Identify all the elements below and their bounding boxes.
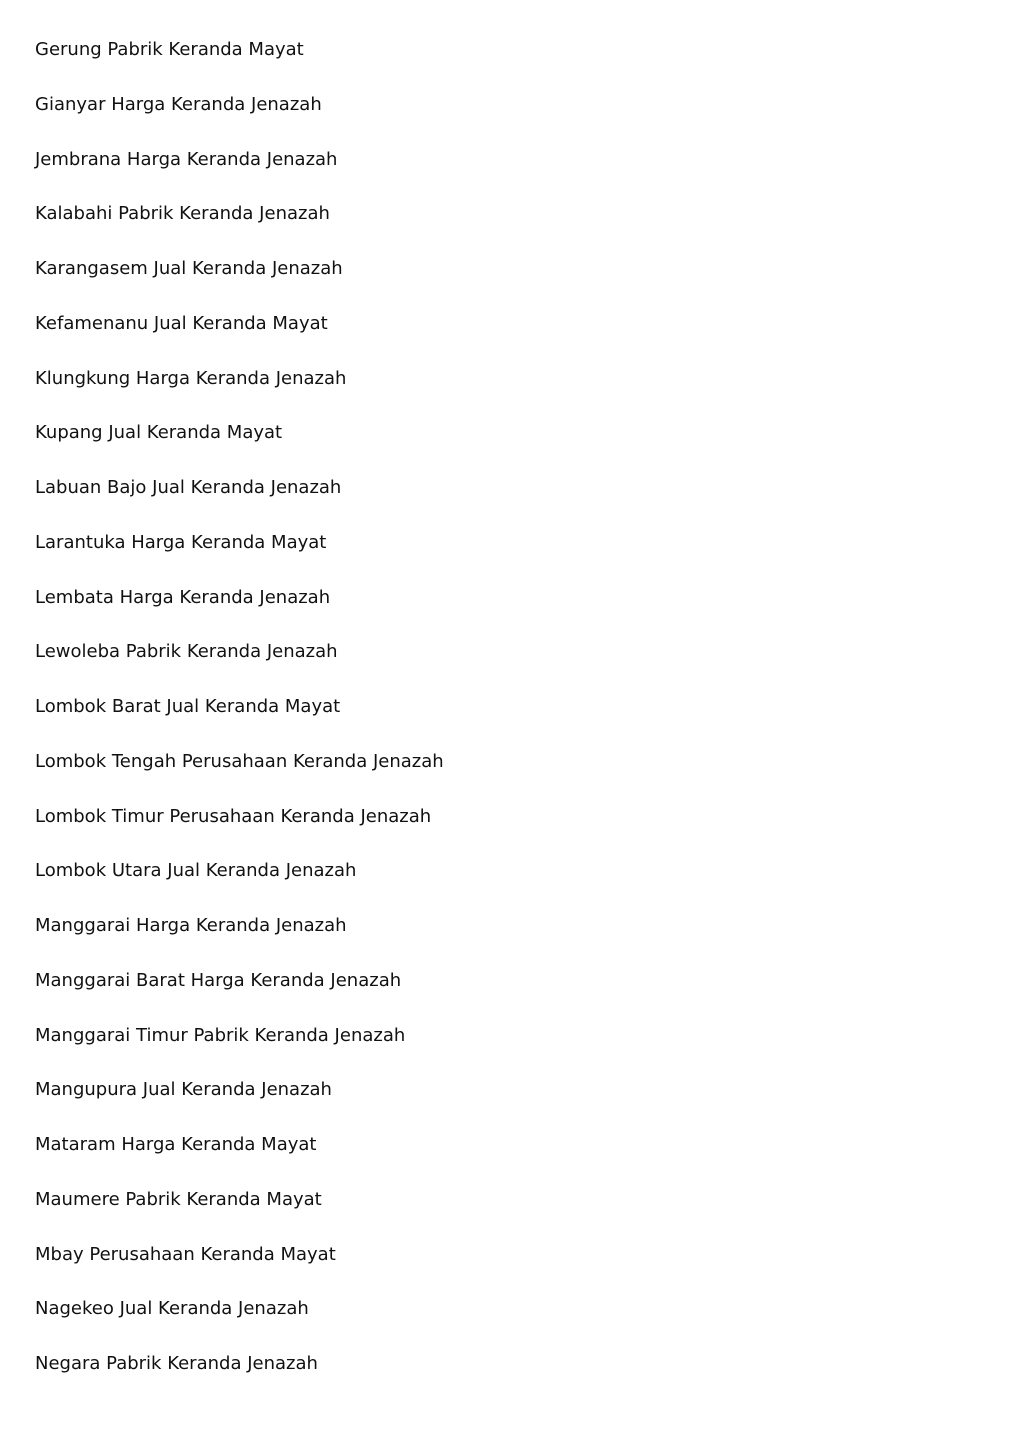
list-item: Labuan Bajo Jual Keranda Jenazah xyxy=(35,477,342,498)
list-item: Manggarai Barat Harga Keranda Jenazah xyxy=(35,969,402,991)
location-list xyxy=(35,36,444,1405)
list-item: Kefamenanu Jual Keranda Mayat xyxy=(35,312,328,334)
list-item: Manggarai Timur Pabrik Keranda Jenazah xyxy=(35,1024,406,1046)
list-item: Mangupura Jual Keranda Jenazah xyxy=(35,1079,332,1101)
list-item: Karangasem Jual Keranda Jenazah xyxy=(35,258,343,279)
list-item: Jembrana Harga Keranda Jenazah xyxy=(35,148,338,170)
list-item: Mataram Harga Keranda Mayat xyxy=(35,1134,317,1155)
list-item: Klungkung Harga Keranda Jenazah xyxy=(35,367,347,389)
list-item: Maumere Pabrik Keranda Mayat xyxy=(35,1188,322,1210)
list-item: Lombok Timur Perusahaan Keranda Jenazah xyxy=(35,805,432,827)
list-item: Lewoleba Pabrik Keranda Jenazah xyxy=(35,641,338,663)
list-item: Lombok Tengah Perusahaan Keranda Jenazah xyxy=(35,750,444,772)
list-item: Negara Pabrik Keranda Jenazah xyxy=(35,1353,318,1374)
list-item: Lombok Barat Jual Keranda Mayat xyxy=(35,696,341,717)
list-item: Mbay Perusahaan Keranda Mayat xyxy=(35,1243,336,1265)
list-item: Nagekeo Jual Keranda Jenazah xyxy=(35,1298,309,1320)
list-item: Kalabahi Pabrik Keranda Jenazah xyxy=(35,203,330,225)
list-item: Lombok Utara Jual Keranda Jenazah xyxy=(35,860,357,882)
list-item: Gianyar Harga Keranda Jenazah xyxy=(35,93,322,115)
list-item: Larantuka Harga Keranda Mayat xyxy=(35,531,327,553)
list-item: Kupang Jual Keranda Mayat xyxy=(35,422,283,444)
list-item: Gerung Pabrik Keranda Mayat xyxy=(35,39,304,60)
list-item: Lembata Harga Keranda Jenazah xyxy=(35,586,331,608)
list-item: Manggarai Harga Keranda Jenazah xyxy=(35,915,347,936)
